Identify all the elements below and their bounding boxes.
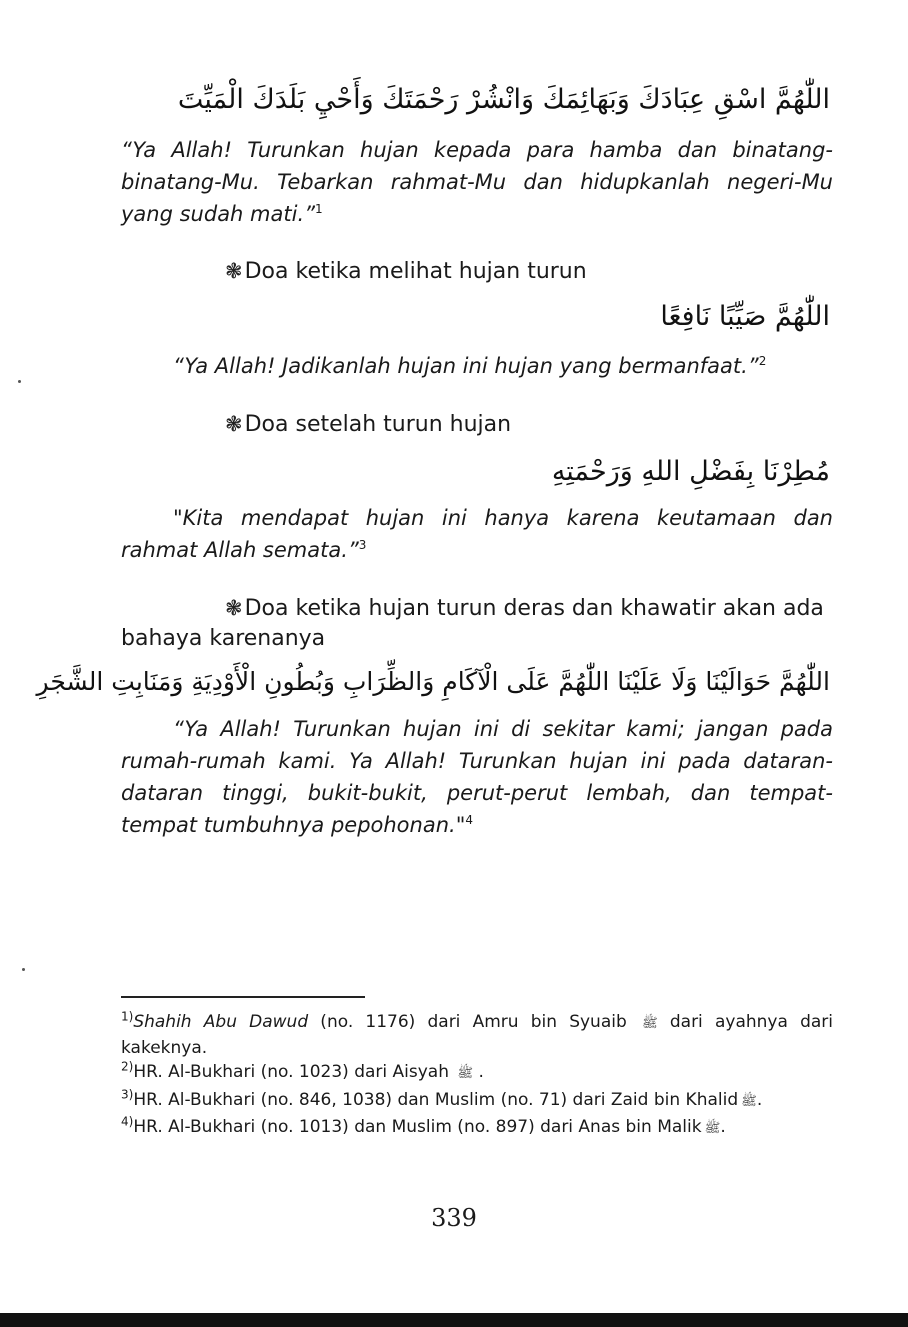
arabic-prayer-3: مُطِرْنَا بِفَضْلِ اللهِ وَرَحْمَتِهِ: [551, 456, 830, 487]
footnote-text-after: dari ayahnya dari kakeknya.: [121, 1012, 833, 1058]
flower-bullet-icon: ❃: [225, 412, 243, 436]
translation-1: [121, 134, 833, 230]
translation-4: [121, 713, 833, 841]
footnote-ref-2: 2: [758, 354, 767, 368]
footnote-2: [121, 1060, 833, 1086]
honorific-icon: ﷺ: [704, 1121, 721, 1136]
footnote-number: 1): [121, 1009, 134, 1024]
footnote-4: [121, 1115, 833, 1141]
footnote-number: 2): [121, 1059, 134, 1074]
heading-text: Doa ketika hujan turun deras dan khawatir akan ada bahaya karenanya: [121, 596, 824, 651]
arabic-prayer-4: اللّٰهُمَّ حَوَالَيْنَا وَلَا عَلَيْنَا اللّٰهُمَّ عَلَى الْآكَامِ وَالظِّرَابِ وَبُطُونِ الْأَوْدِيَةِ وَمَنَابِتِ الشَّجَرِ: [36, 667, 830, 696]
translation-3: [121, 502, 833, 566]
translation-2: [121, 350, 833, 382]
heading-doa-hujan-deras: [121, 593, 841, 654]
scan-speck: [18, 380, 21, 383]
footnote-number: 4): [121, 1114, 134, 1129]
honorific-icon: ﷺ: [641, 1016, 658, 1031]
footnote-text: HR. Al-Bukhari (no. 1023) dari Aisyah: [133, 1062, 455, 1082]
footnote-text-after: .: [720, 1117, 726, 1137]
footnote-text: (no. 1176) dari Amru bin Syuaib: [308, 1012, 639, 1032]
translation-1-text: “Ya Allah! Turunkan hujan kepada para hamba dan binatang-binatang-Mu. Tebarkan rahmat-Mu dan hidupkanlah negeri-Mu yang sudah mati.”: [121, 138, 833, 226]
footnote-number: 3): [121, 1087, 134, 1102]
scan-border: [0, 1313, 908, 1327]
translation-4-text: “Ya Allah! Turunkan hujan ini di sekitar kami; jangan pada rumah-rumah kami. Ya Allah! Turunkan hujan ini pada dataran-dataran tinggi, bukit-bukit, perut-perut lembah, dan tempat-tempat tumbuhnya pepohonan.": [121, 717, 833, 837]
heading-text: Doa setelah turun hujan: [244, 412, 512, 437]
footnote-title: Shahih Abu Dawud: [133, 1012, 309, 1032]
footnote-divider: [121, 996, 365, 998]
honorific-icon: ﷺ: [457, 1066, 474, 1081]
heading-doa-melihat-hujan: [121, 256, 841, 287]
footnote-ref-1: 1: [315, 202, 323, 216]
flower-bullet-icon: ❃: [225, 259, 243, 283]
footnote-text-after: .: [473, 1062, 484, 1082]
translation-2-text: “Ya Allah! Jadikanlah hujan ini hujan yang bermanfaat.”: [173, 354, 759, 378]
footnote-text: HR. Al-Bukhari (no. 846, 1038) dan Muslim (no. 71) dari Zaid bin Khalid: [133, 1090, 739, 1110]
heading-text: Doa ketika melihat hujan turun: [244, 259, 587, 284]
page-number: 339: [431, 1204, 477, 1232]
honorific-icon: ﷺ: [741, 1094, 757, 1109]
footnote-ref-3: 3: [358, 538, 367, 552]
footnote-3: [121, 1088, 833, 1114]
scan-speck: [22, 968, 25, 971]
arabic-prayer-2: اللّٰهُمَّ صَيِّبًا نَافِعًا: [660, 301, 830, 332]
footnote-text-after: .: [756, 1090, 763, 1110]
heading-doa-setelah-hujan: [121, 409, 841, 440]
flower-bullet-icon: ❃: [225, 596, 243, 620]
footnote-1: [121, 1010, 833, 1060]
footnote-ref-4: 4: [465, 813, 473, 827]
footnote-text: HR. Al-Bukhari (no. 1013) dan Muslim (no. 897) dari Anas bin Malik: [133, 1117, 702, 1137]
translation-3-text: "Kita mendapat hujan ini hanya karena keutamaan dan rahmat Allah semata.”: [121, 506, 833, 562]
arabic-prayer-1: اللّٰهُمَّ اسْقِ عِبَادَكَ وَبَهَائِمَكَ وَانْشُرْ رَحْمَتَكَ وَأَحْيِ بَلَدَكَ الْمَيِّتَ: [177, 84, 830, 115]
